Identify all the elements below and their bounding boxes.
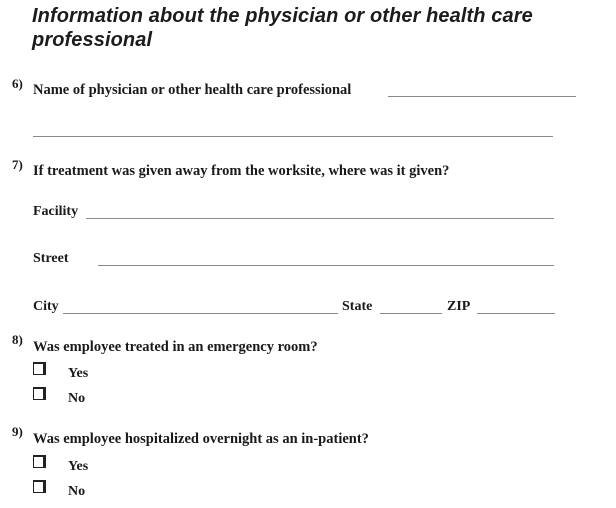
hospitalized-no-label: No (68, 484, 86, 499)
physician-name-label: Name of physician or other health care professional (33, 82, 352, 98)
emergency-room-question: Was employee treated in an emergency room? (33, 339, 318, 355)
emergency-room-no-checkbox[interactable] (33, 387, 46, 400)
facility-field[interactable] (86, 218, 554, 219)
hospitalized-no-checkbox[interactable] (33, 480, 46, 493)
question-number-6: 6) (12, 76, 23, 91)
physician-name-field-line-2[interactable] (33, 136, 553, 137)
emergency-room-yes-label: Yes (68, 366, 89, 381)
treatment-location-question: If treatment was given away from the worksite, where was it given? (33, 163, 450, 179)
hospitalized-question: Was employee hospitalized overnight as an in-patient? (33, 431, 369, 447)
question-number-8: 8) (12, 332, 23, 347)
zip-label: ZIP (447, 299, 471, 314)
state-field[interactable] (380, 313, 442, 314)
section-title: Information about the physician or other health care professional (32, 5, 533, 51)
city-field[interactable] (63, 313, 338, 314)
street-field[interactable] (98, 265, 554, 266)
zip-field[interactable] (477, 313, 555, 314)
hospitalized-yes-checkbox[interactable] (33, 455, 46, 468)
hospitalized-yes-label: Yes (68, 459, 89, 474)
state-label: State (342, 299, 373, 314)
question-number-7: 7) (12, 157, 23, 172)
physician-name-field[interactable] (388, 96, 576, 97)
emergency-room-yes-checkbox[interactable] (33, 362, 46, 375)
emergency-room-no-label: No (68, 391, 86, 406)
question-number-9: 9) (12, 424, 23, 439)
city-label: City (33, 299, 59, 314)
street-label: Street (33, 251, 69, 266)
facility-label: Facility (33, 204, 79, 219)
